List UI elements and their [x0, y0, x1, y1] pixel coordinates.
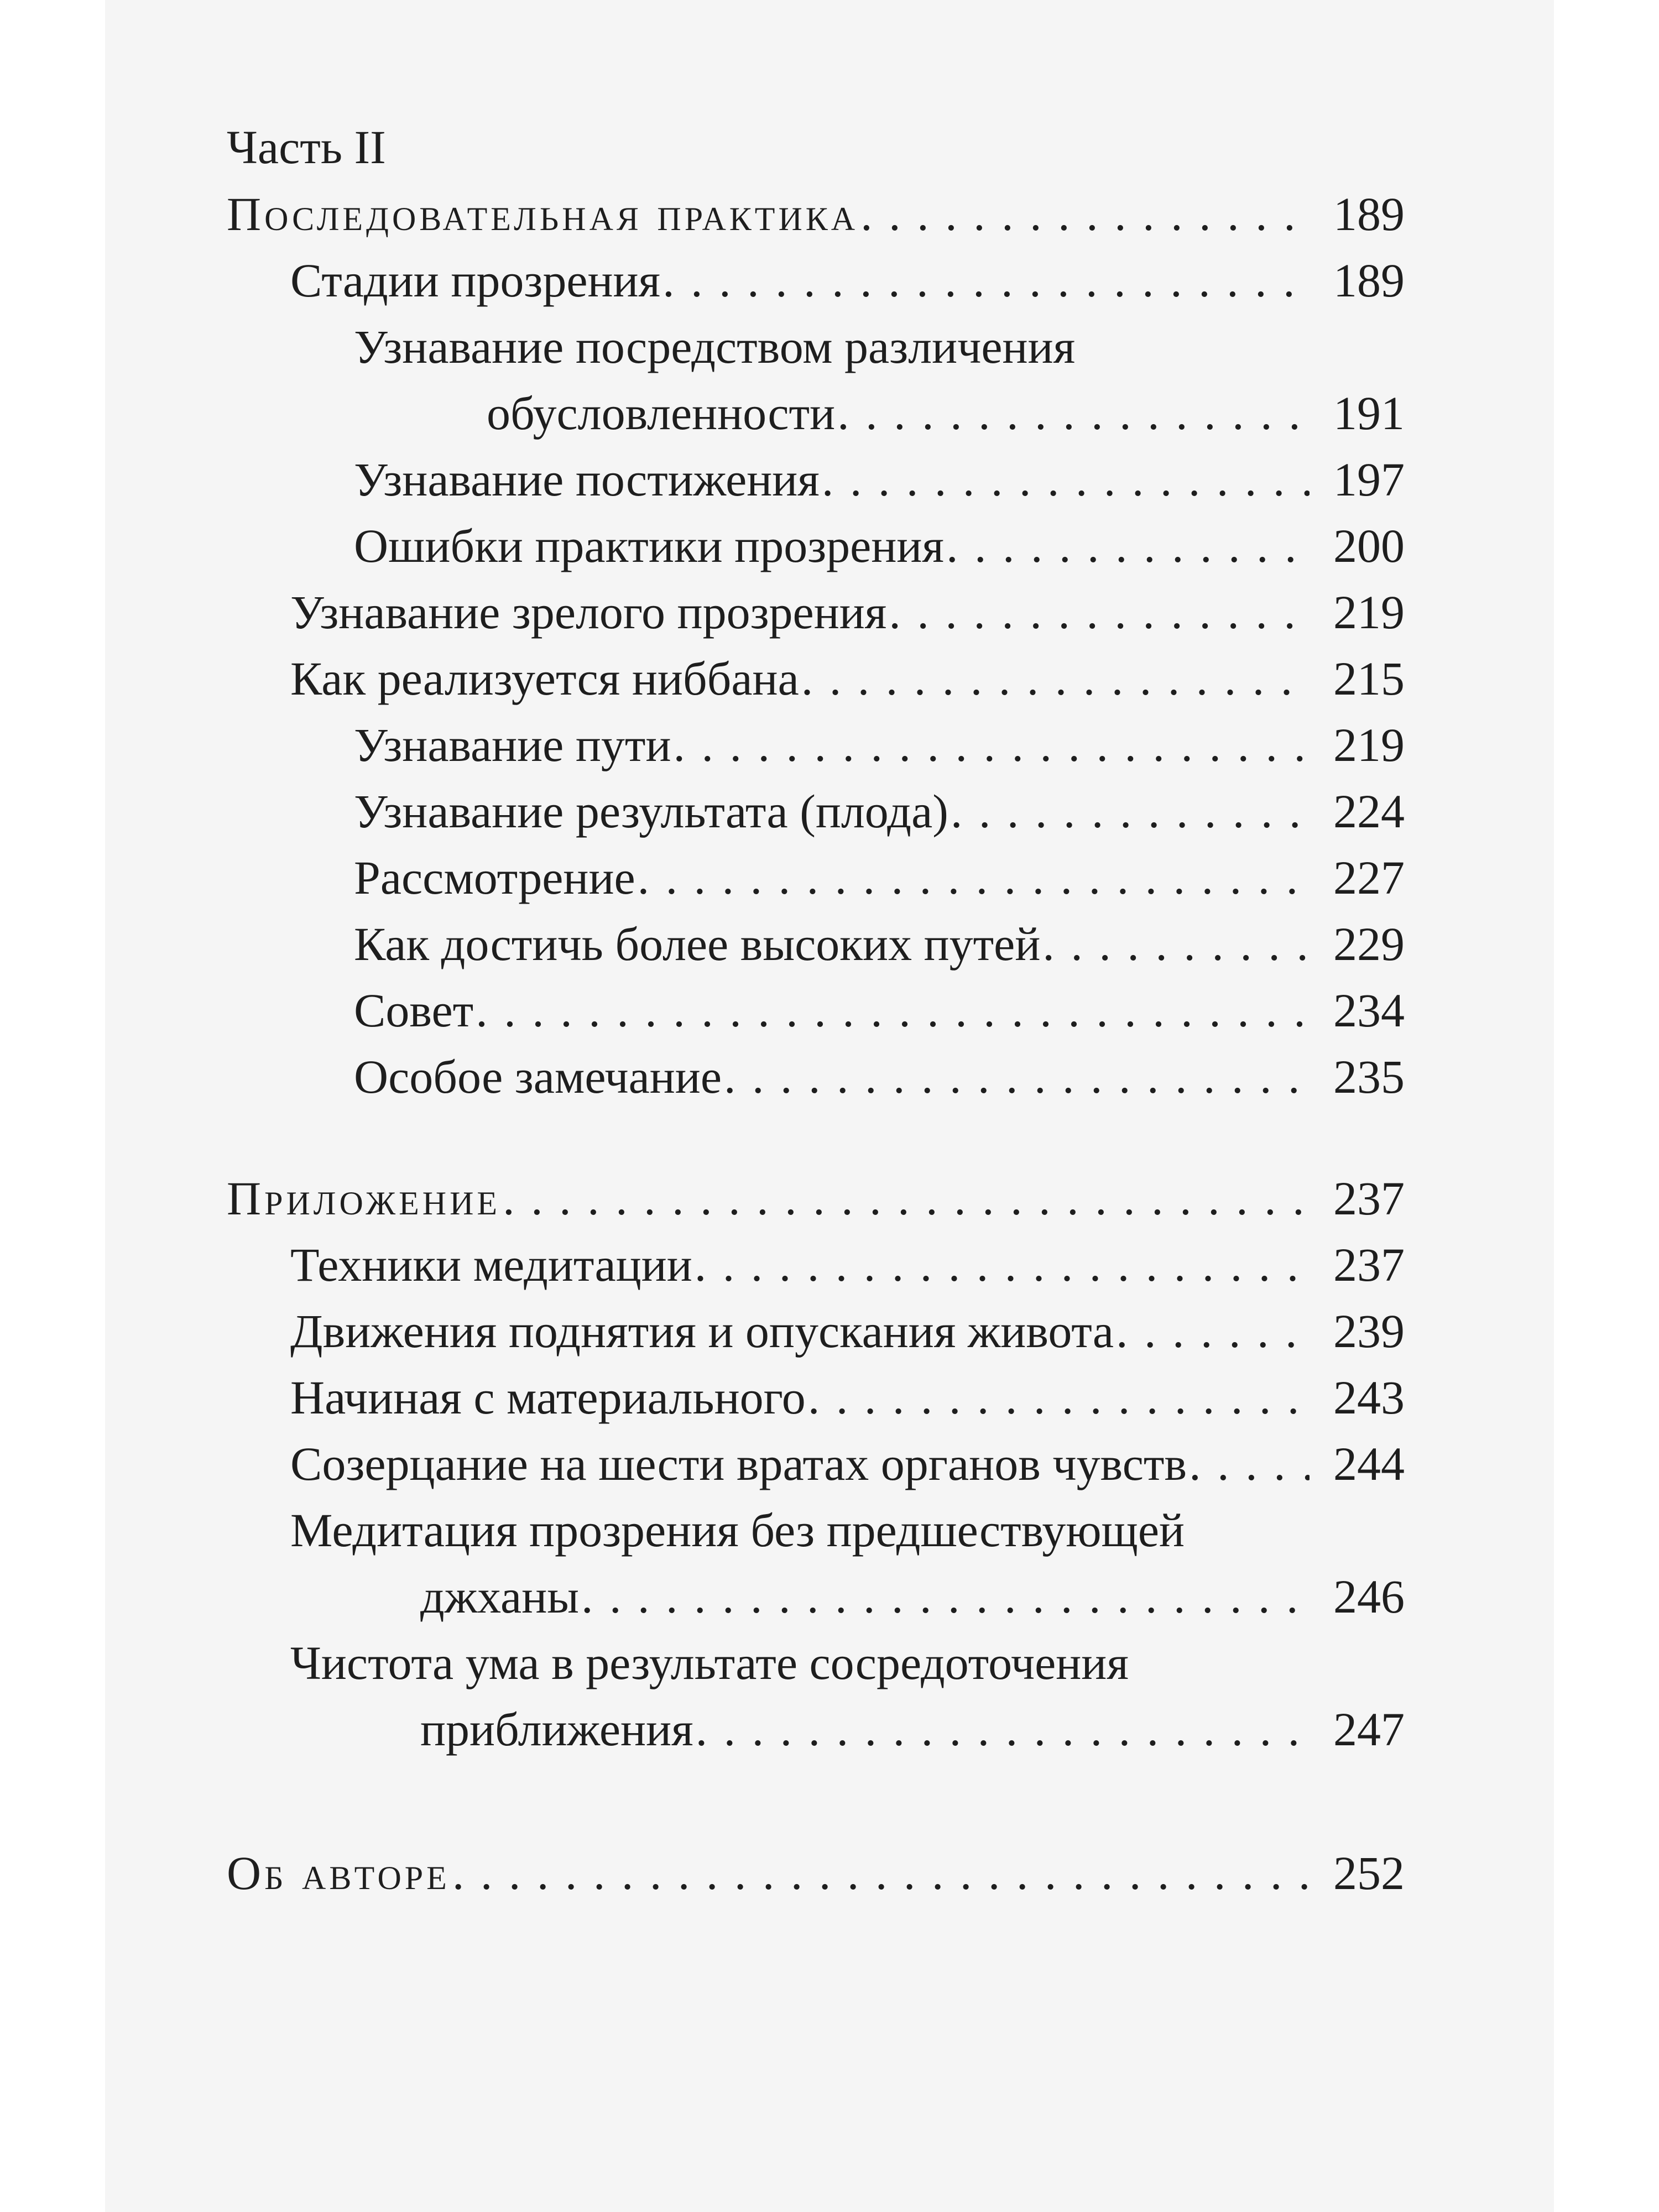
toc-entry-title: Особое замечание — [354, 1050, 722, 1103]
dot-leader — [452, 1840, 1310, 1906]
toc-section-title: Об авторе — [227, 1846, 450, 1900]
dot-leader — [1042, 911, 1310, 977]
dot-leader — [724, 1044, 1310, 1110]
toc-entry-title: приближения — [420, 1703, 693, 1756]
section-gap — [227, 1762, 1405, 1840]
toc-entry[interactable] — [227, 1431, 1405, 1497]
toc-entry-title: Как достичь более высоких путей — [354, 917, 1041, 971]
toc-entry[interactable] — [227, 778, 1405, 844]
toc-entry-title: Узнавание пути — [354, 718, 671, 771]
toc-entry[interactable] — [227, 513, 1405, 579]
toc-section-appendix[interactable] — [227, 1165, 1405, 1232]
toc-page-number: 200 — [1333, 519, 1405, 572]
toc-entry-title: Узнавание результата (плода) — [354, 785, 948, 838]
toc-entry[interactable] — [227, 645, 1405, 712]
toc-entry-title: Созерцание на шести вратах органов чувств — [290, 1437, 1187, 1490]
toc-entry-title: Как реализуется ниббана — [290, 652, 799, 705]
toc-entry-title: Узнавание зрелого прозрения — [290, 586, 887, 639]
toc-entry-title: Рассмотрение — [354, 851, 635, 904]
toc-page-number: 244 — [1333, 1437, 1405, 1490]
table-of-contents — [227, 113, 1405, 1906]
dot-leader — [662, 247, 1310, 314]
toc-entry[interactable] — [227, 911, 1405, 977]
toc-entry[interactable] — [227, 380, 1405, 446]
toc-page-number: 227 — [1333, 851, 1405, 904]
toc-entry-title: Техники медитации — [290, 1238, 692, 1291]
toc-page-number: 197 — [1333, 453, 1405, 506]
toc-entry[interactable] — [227, 977, 1405, 1044]
dot-leader — [695, 1232, 1310, 1298]
toc-entry[interactable] — [227, 1696, 1405, 1762]
toc-page-number: 191 — [1333, 387, 1405, 440]
toc-entry[interactable] — [227, 1364, 1405, 1431]
dot-leader — [808, 1364, 1310, 1431]
toc-entry-title: Узнавание постижения — [354, 453, 820, 506]
toc-page-number: 243 — [1333, 1371, 1405, 1424]
toc-entry[interactable] — [227, 247, 1405, 314]
toc-section-about-author[interactable] — [227, 1840, 1405, 1906]
toc-entry[interactable] — [227, 1044, 1405, 1110]
book-page — [105, 0, 1554, 2212]
dot-leader — [696, 1696, 1310, 1762]
dot-leader — [860, 181, 1310, 247]
toc-page-number: 234 — [1333, 984, 1405, 1037]
toc-page-number: 215 — [1333, 652, 1405, 705]
dot-leader — [1116, 1298, 1310, 1364]
toc-page-number: 247 — [1333, 1703, 1405, 1756]
toc-page-number: 237 — [1333, 1172, 1405, 1225]
toc-entry-title: Стадии прозрения — [290, 254, 661, 307]
section-gap — [227, 1110, 1405, 1165]
dot-leader — [946, 513, 1310, 579]
toc-entry-line1[interactable]: Медитация прозрения без предшествующей — [290, 1504, 1185, 1557]
toc-section-practice[interactable] — [227, 181, 1405, 247]
dot-leader — [951, 778, 1310, 844]
toc-entry[interactable] — [227, 844, 1405, 911]
toc-page-number: 189 — [1333, 187, 1405, 241]
part-label: Часть II — [227, 121, 386, 174]
dot-leader — [581, 1563, 1310, 1630]
toc-page-number: 219 — [1333, 586, 1405, 639]
toc-entry-line1[interactable]: Чистота ума в результате сосредоточения — [290, 1636, 1129, 1689]
dot-leader — [1189, 1431, 1310, 1497]
toc-page-number: 235 — [1333, 1050, 1405, 1103]
toc-page-number: 237 — [1333, 1238, 1405, 1291]
toc-page-number: 239 — [1333, 1305, 1405, 1358]
toc-entry[interactable] — [227, 1298, 1405, 1364]
dot-leader — [638, 844, 1310, 911]
toc-section-title: Последовательная практика — [227, 187, 859, 241]
dot-leader — [476, 977, 1310, 1044]
toc-entry-title: Движения поднятия и опускания живота — [290, 1305, 1114, 1358]
toc-entry[interactable] — [227, 712, 1405, 778]
toc-section-title: Приложение — [227, 1172, 501, 1225]
dot-leader — [837, 380, 1310, 446]
toc-entry-title: обусловленности — [487, 387, 836, 440]
dot-leader — [889, 579, 1310, 645]
toc-page-number: 224 — [1333, 785, 1405, 838]
toc-entry[interactable] — [227, 1232, 1405, 1298]
toc-entry[interactable] — [227, 446, 1405, 513]
toc-entry-title: Совет — [354, 984, 474, 1037]
toc-page-number: 229 — [1333, 917, 1405, 971]
toc-page-number: 219 — [1333, 718, 1405, 771]
toc-entry[interactable] — [227, 1563, 1405, 1630]
toc-entry-title: джханы — [420, 1570, 580, 1623]
toc-entry-title: Начиная с материального — [290, 1371, 806, 1424]
toc-page-number: 252 — [1333, 1846, 1405, 1900]
toc-entry[interactable] — [227, 579, 1405, 645]
toc-entry-line1[interactable]: Узнавание посредством различения — [354, 320, 1076, 373]
dot-leader — [801, 645, 1310, 712]
toc-page-number: 189 — [1333, 254, 1405, 307]
dot-leader — [503, 1165, 1310, 1232]
dot-leader — [674, 712, 1310, 778]
toc-entry-title: Ошибки практики прозрения — [354, 519, 944, 572]
toc-page-number: 246 — [1333, 1570, 1405, 1623]
dot-leader — [822, 446, 1310, 513]
